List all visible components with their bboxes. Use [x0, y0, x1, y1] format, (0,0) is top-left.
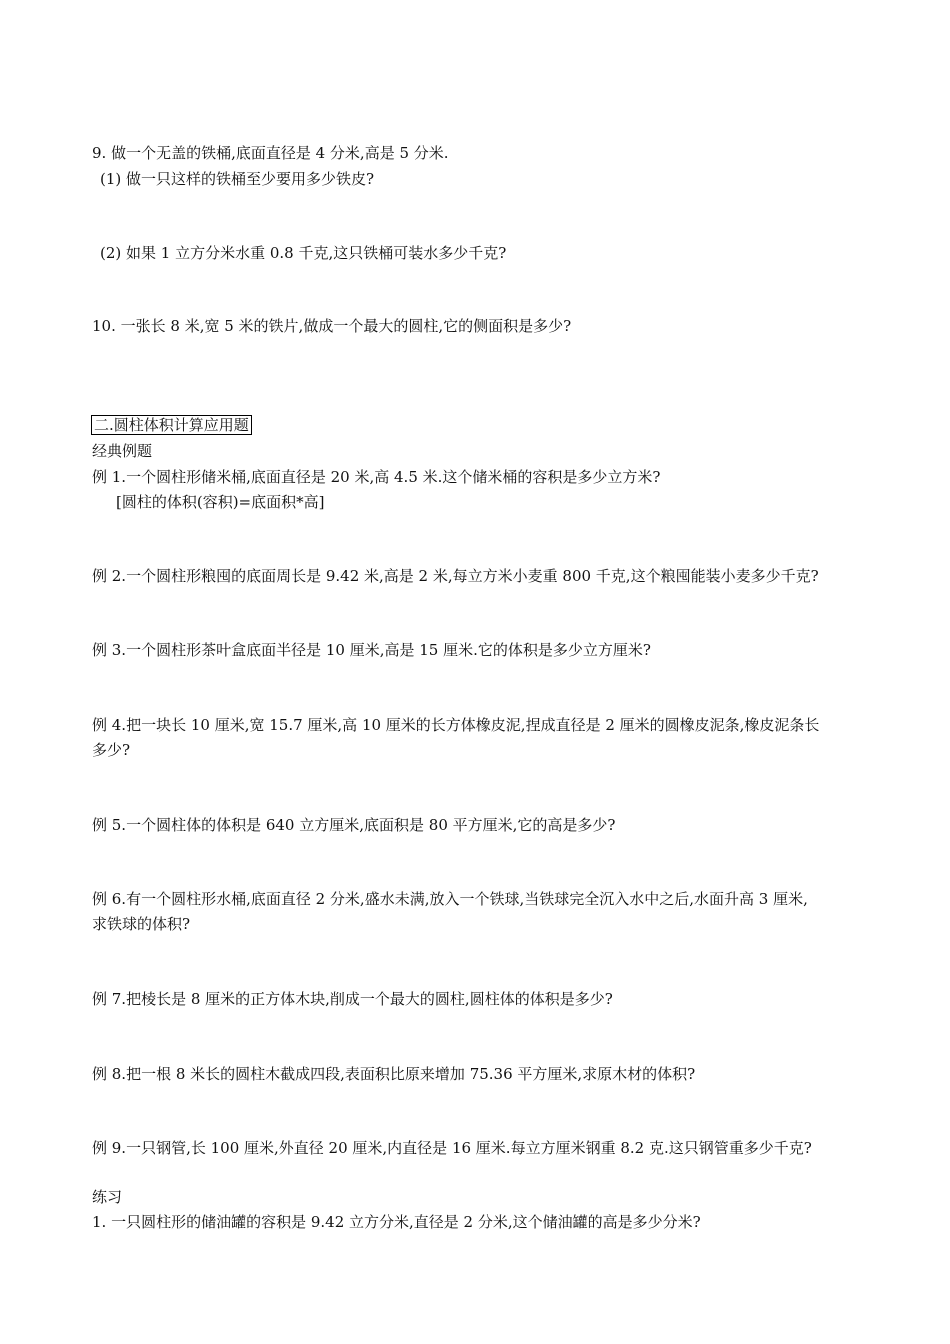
question-9-part-1: (1) 做一只这样的铁桶至少要用多少铁皮? [100, 170, 375, 188]
example-4-line-2: 多少? [92, 741, 131, 759]
example-1-hint: [圆柱的体积(容积)=底面积*高] [116, 493, 325, 511]
question-9: 9. 做一个无盖的铁桶,底面直径是 4 分米,高是 5 分米. [92, 144, 449, 162]
example-6-line-2: 求铁球的体积? [92, 915, 191, 933]
example-1: 例 1.一个圆柱形储米桶,底面直径是 20 米,高 4.5 米.这个储米桶的容积是多少立方米? [92, 468, 661, 486]
question-10: 10. 一张长 8 米,宽 5 米的铁片,做成一个最大的圆柱,它的侧面积是多少? [92, 317, 572, 335]
example-9: 例 9.一只钢管,长 100 厘米,外直径 20 厘米,内直径是 16 厘米.每立方厘米钢重 8.2 克.这只钢管重多少千克? [92, 1139, 812, 1157]
practice-1: 1. 一只圆柱形的储油罐的容积是 9.42 立方分米,直径是 2 分米,这个储油罐的高是多少分米? [92, 1213, 701, 1231]
example-5: 例 5.一个圆柱体的体积是 640 立方厘米,底面积是 80 平方厘米,它的高是多少? [92, 816, 616, 834]
example-2: 例 2.一个圆柱形粮囤的底面周长是 9.42 米,高是 2 米,每立方米小麦重 800 千克,这个粮囤能装小麦多少千克? [92, 567, 819, 585]
example-8: 例 8.把一根 8 米长的圆柱木截成四段,表面积比原来增加 75.36 平方厘米,求原木材的体积? [92, 1065, 696, 1083]
question-9-part-2: (2) 如果 1 立方分米水重 0.8 千克,这只铁桶可装水多少千克? [100, 244, 507, 262]
practice-title: 练习 [92, 1188, 123, 1206]
example-4-line-1: 例 4.把一块长 10 厘米,宽 15.7 厘米,高 10 厘米的长方体橡皮泥,捏成直径是 2 厘米的圆橡皮泥条,橡皮泥条长 [92, 716, 820, 734]
example-7: 例 7.把棱长是 8 厘米的正方体木块,削成一个最大的圆柱,圆柱体的体积是多少? [92, 990, 613, 1008]
example-6-line-1: 例 6.有一个圆柱形水桶,底面直径 2 分米,盛水未满,放入一个铁球,当铁球完全沉入水中之后,水面升高 3 厘米, [92, 890, 808, 908]
section-subtitle: 经典例题 [92, 442, 153, 460]
section-title-wrap [91, 415, 252, 435]
section-title: 二.圆柱体积计算应用题 [91, 415, 252, 435]
example-3: 例 3.一个圆柱形茶叶盒底面半径是 10 厘米,高是 15 厘米.它的体积是多少立方厘米? [92, 641, 651, 659]
